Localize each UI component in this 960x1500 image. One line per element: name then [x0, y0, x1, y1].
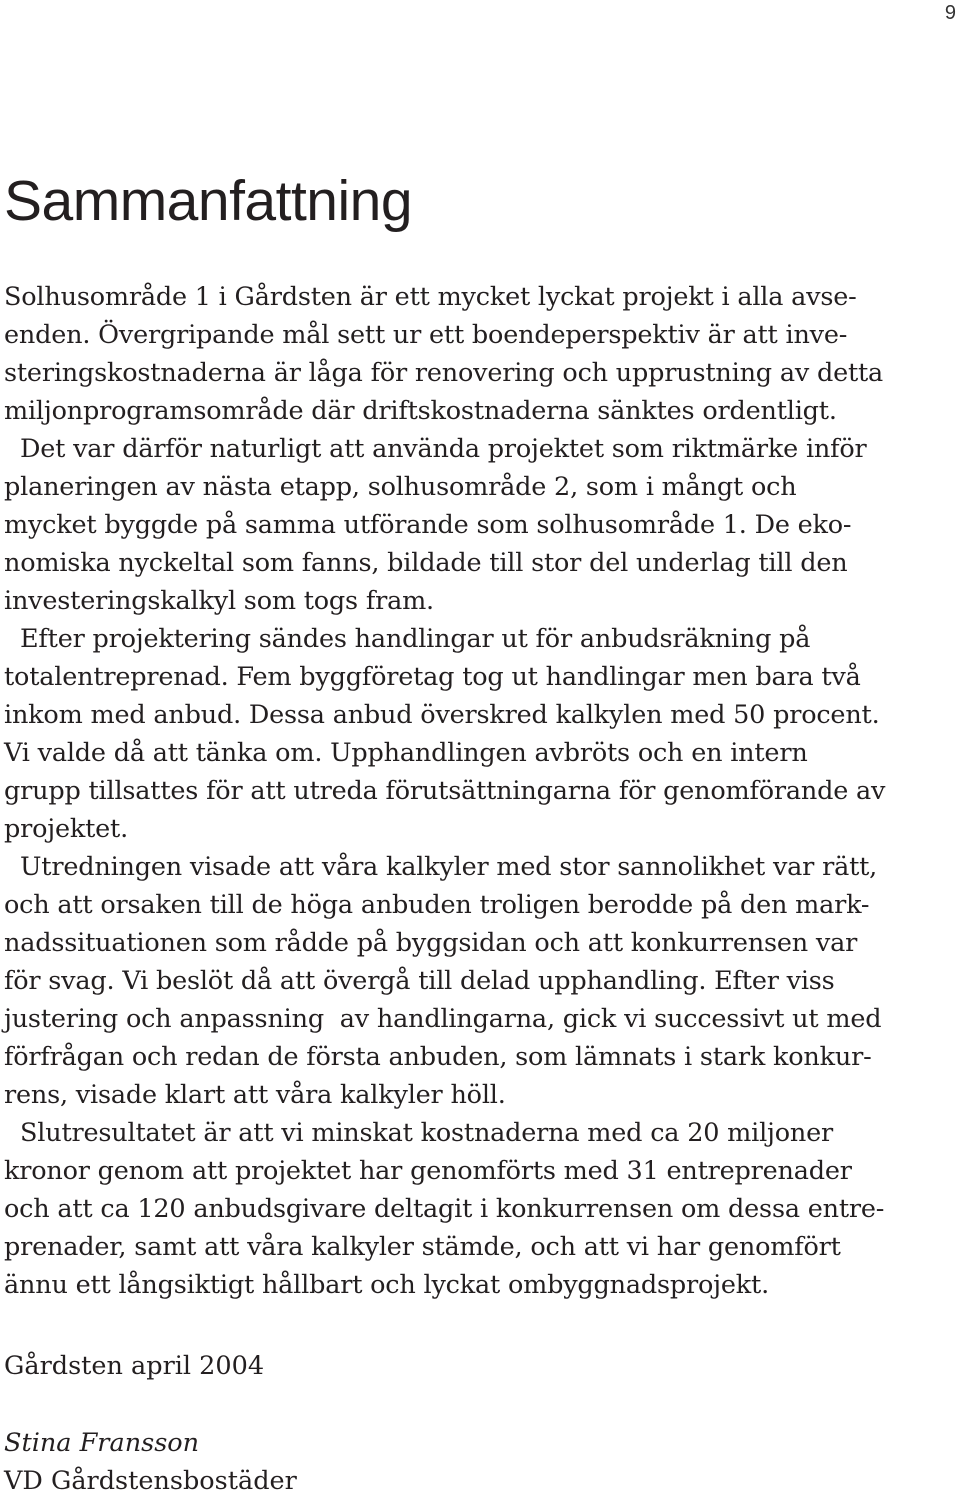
text-line: nomiska nyckeltal som fanns, bildade till stor del underlag till den [4, 548, 848, 578]
text-line: mycket byggde på samma utförande som solhusområde 1. De eko- [4, 510, 852, 540]
place-date: Gårdsten april 2004 [4, 1351, 265, 1381]
text-line: kronor genom att projektet har genomförts med 31 entreprenader [4, 1156, 852, 1186]
text-line: planeringen av nästa etapp, solhusområde 2, som i mångt och [4, 472, 797, 502]
text-line: och att ca 120 anbudsgivare deltagit i konkurrensen om dessa entre- [4, 1194, 885, 1224]
signer-title: VD Gårdstensbostäder [4, 1466, 297, 1496]
paragraph-3 [4, 620, 954, 848]
text-line: inkom med anbud. Dessa anbud överskred kalkylen med 50 procent. [4, 700, 880, 730]
paragraph-1 [4, 278, 954, 430]
text-line: och att orsaken till de höga anbuden troligen berodde på den mark- [4, 890, 870, 920]
text-line: Solhusområde 1 i Gårdsten är ett mycket lyckat projekt i alla avse- [4, 282, 857, 312]
text-line: justering och anpassning av handlingarna, gick vi successivt ut med [4, 1004, 882, 1034]
text-line: för svag. Vi beslöt då att övergå till delad upphandling. Efter viss [4, 966, 835, 996]
text-line: Det var därför naturligt att använda projektet som riktmärke inför [20, 434, 867, 464]
text-line: Vi valde då att tänka om. Upphandlingen avbröts och en intern [4, 738, 808, 768]
text-line: rens, visade klart att våra kalkyler höll. [4, 1080, 506, 1110]
text-line: steringskostnaderna är låga för renovering och upprustning av detta [4, 358, 884, 388]
text-line: Slutresultatet är att vi minskat kostnaderna med ca 20 miljoner [20, 1118, 834, 1148]
text-line: Efter projektering sändes handlingar ut för anbudsräkning på [20, 624, 811, 654]
paragraph-5 [4, 1114, 954, 1304]
summary-body [4, 278, 954, 1304]
text-line: ännu ett långsiktigt hållbart och lyckat ombyggnadsprojekt. [4, 1270, 769, 1300]
text-line: prenader, samt att våra kalkyler stämde, och att vi har genomfört [4, 1232, 841, 1262]
text-line: Utredningen visade att våra kalkyler med stor sannolikhet var rätt, [20, 852, 878, 882]
text-line: förfrågan och redan de första anbuden, som lämnats i stark konkur- [4, 1042, 872, 1072]
text-line: totalentreprenad. Fem byggföretag tog ut handlingar men bara två [4, 662, 861, 692]
paragraph-4 [4, 848, 954, 1114]
text-line: enden. Övergripande mål sett ur ett boendeperspektiv är att inve- [4, 320, 848, 350]
text-line: grupp tillsattes för att utreda förutsättningarna för genomförande av [4, 776, 886, 806]
text-line: nadssituationen som rådde på byggsidan och att konkurrensen var [4, 928, 858, 958]
text-line: investeringskalkyl som togs fram. [4, 586, 434, 616]
paragraph-2 [4, 430, 954, 620]
signer-name: Stina Fransson [4, 1428, 200, 1458]
text-line: projektet. [4, 814, 129, 844]
page-number: 9 [944, 2, 956, 24]
page-title: Sammanfattning [4, 169, 413, 233]
text-line: miljonprogramsområde där driftskostnaderna sänktes ordentligt. [4, 396, 837, 426]
